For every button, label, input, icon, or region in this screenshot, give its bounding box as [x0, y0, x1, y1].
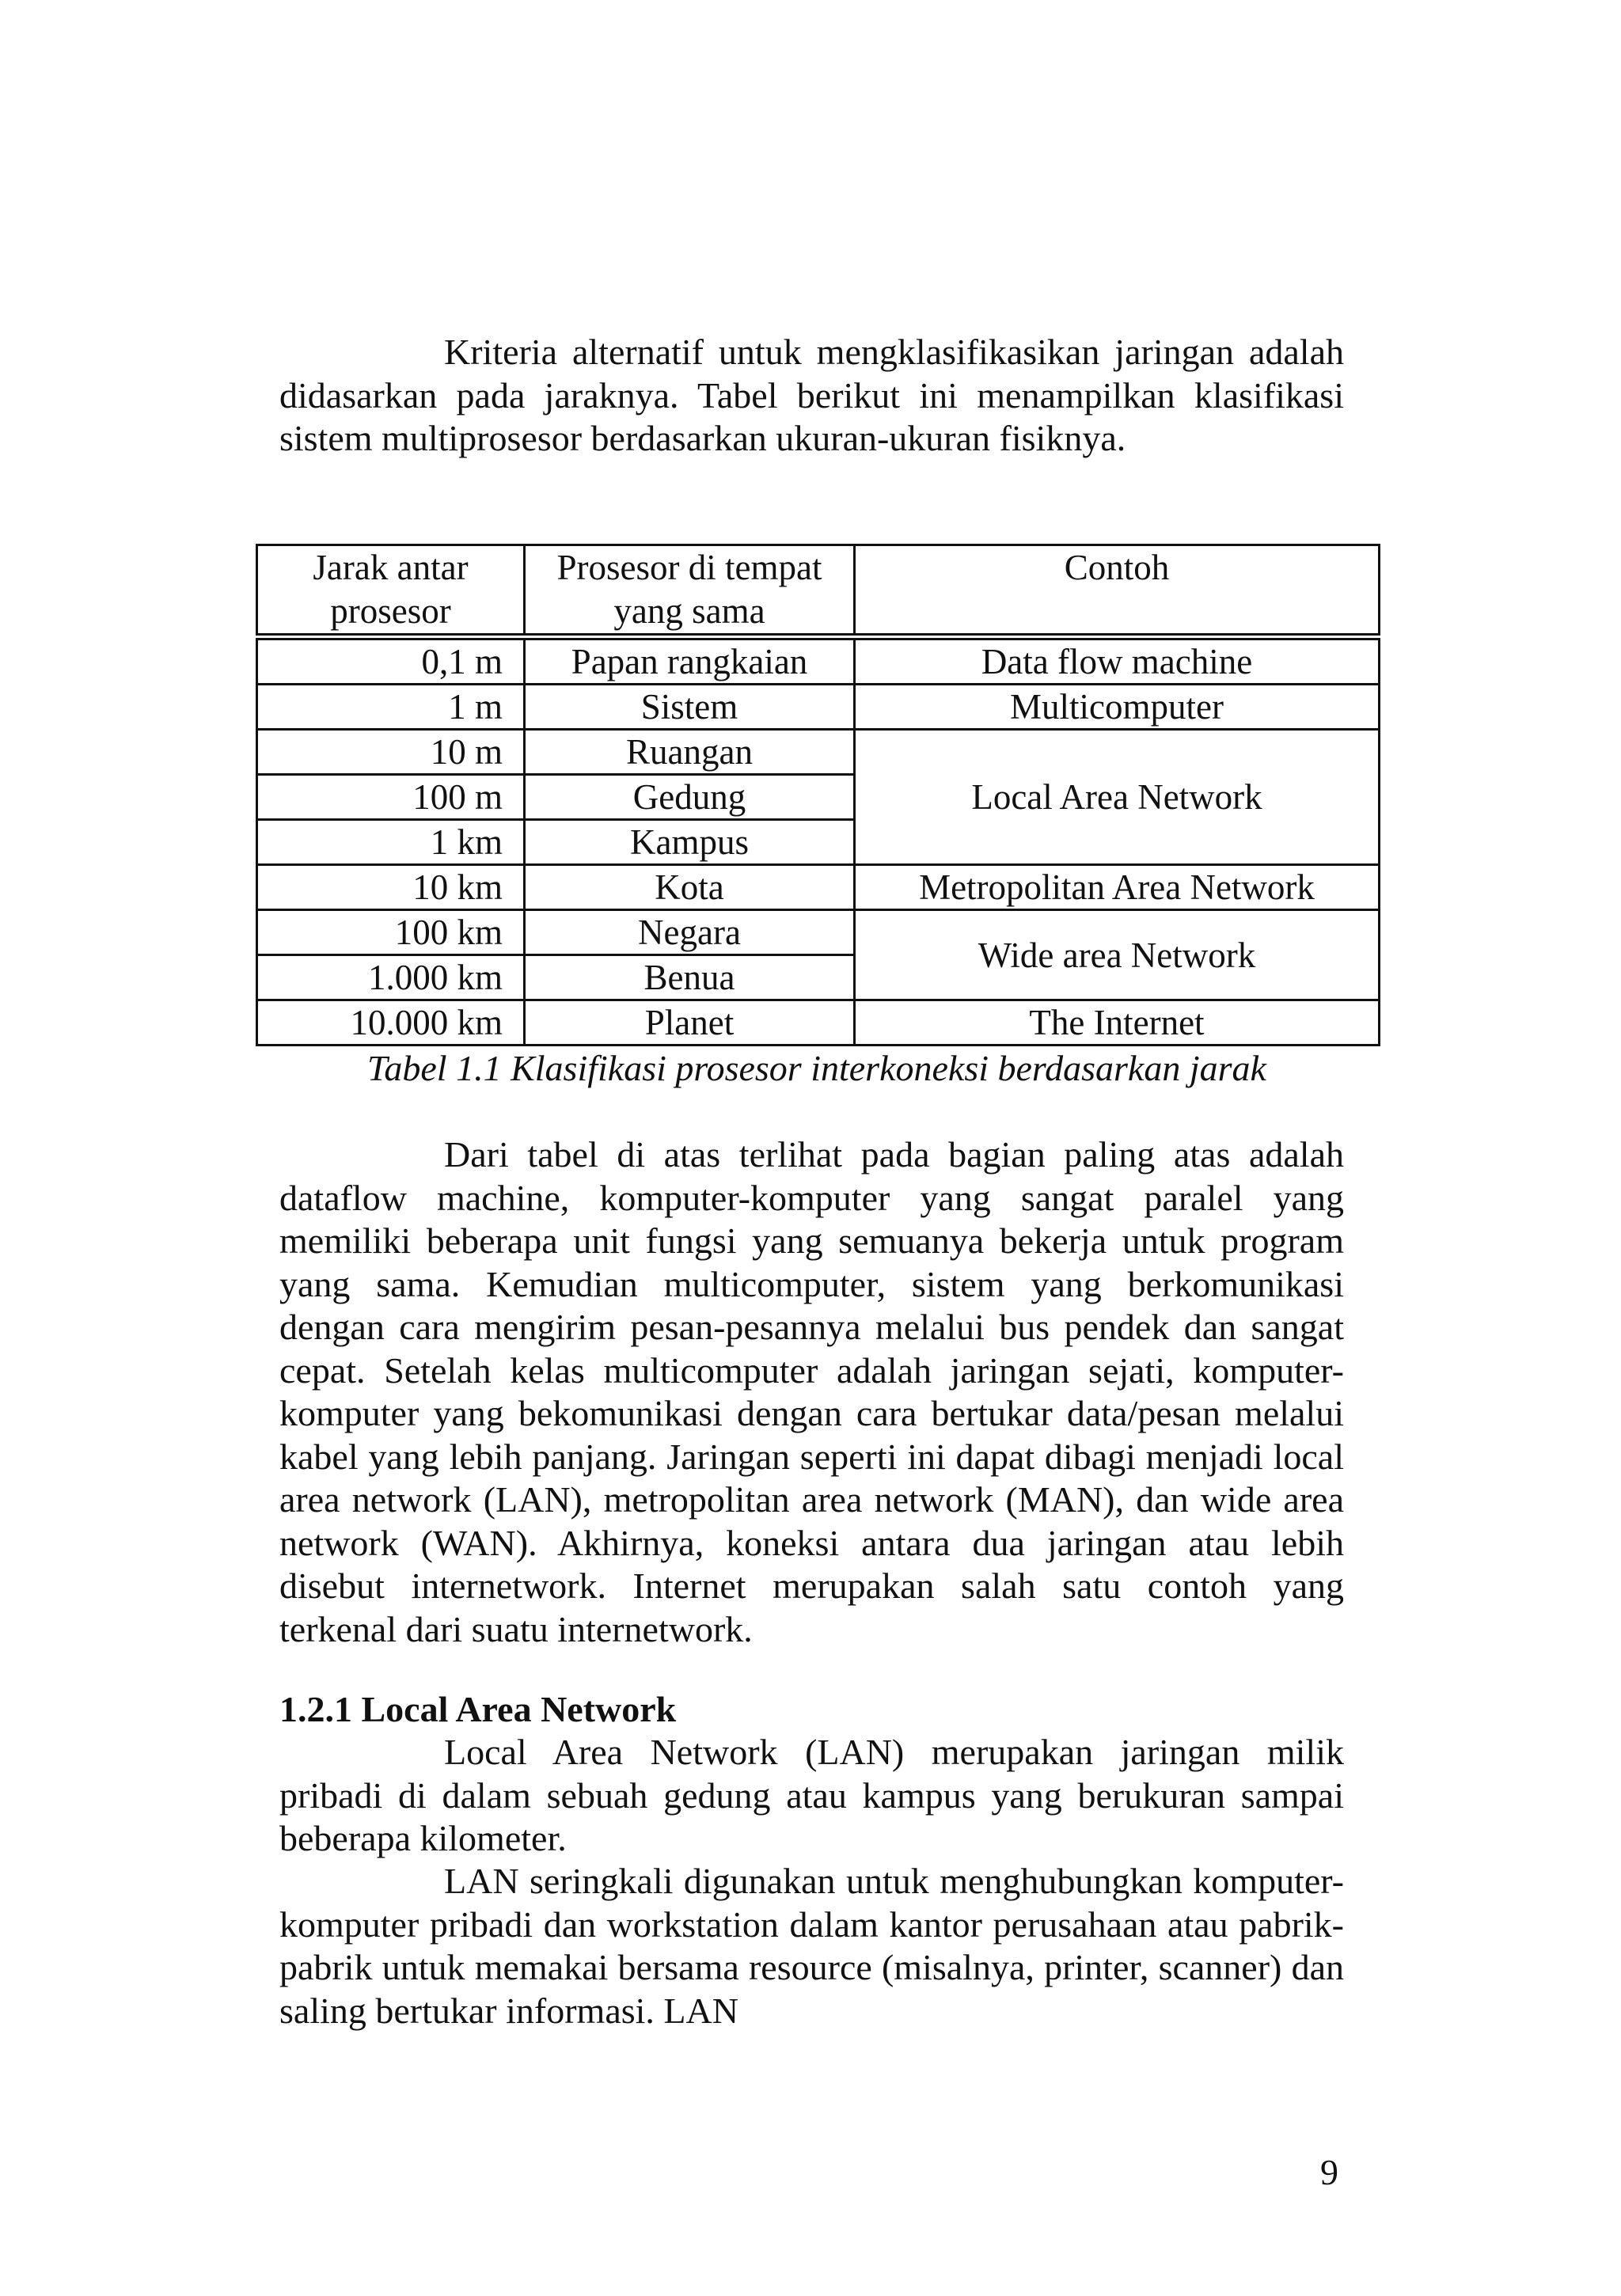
classification-table-container — [256, 544, 1378, 1046]
header-location: Prosesor di tempat yang sama — [525, 545, 855, 637]
body-paragraph: Dari tabel di atas terlihat pada bagian paling atas adalah dataflow machine, komputer-komputer yang sangat paralel yang memiliki beberapa unit fungsi yang semuanya bekerja untuk program yang sama. Kemudian multicomputer, sistem yang berkomunikasi dengan cara mengirim pesan-pesannya melalui bus pendek dan sangat cepat. Setelah kelas multicomputer adalah jaringan sejati, komputer-komputer yang bekomunikasi dengan cara bertukar data/pesan melalui kabel yang lebih panjang. Jaringan seperti ini dapat dibagi menjadi local area network (LAN), metropolitan area network (MAN), dan wide area network (WAN). Akhirnya, koneksi antara dua jaringan atau lebih disebut internetwork. Internet merupakan salah satu contoh yang terkenal dari suatu internetwork. — [279, 1134, 1344, 1649]
cell-location: Gedung — [525, 775, 855, 820]
page-number: 9 — [1320, 2152, 1338, 2192]
cell-distance: 1 m — [257, 685, 525, 730]
cell-distance: 1.000 km — [257, 955, 525, 1000]
cell-distance: 10 km — [257, 865, 525, 910]
cell-example: Metropolitan Area Network — [855, 865, 1380, 910]
table-header-row — [257, 545, 1380, 637]
classification-table — [256, 544, 1380, 1046]
cell-example: Multicomputer — [855, 685, 1380, 730]
cell-distance: 100 km — [257, 910, 525, 955]
cell-location: Kota — [525, 865, 855, 910]
table-row — [257, 685, 1380, 730]
body-paragraph: Local Area Network (LAN) merupakan jaringan milik pribadi di dalam sebuah gedung atau kampus yang berukuran sampai beberapa kilometer. — [279, 1732, 1344, 1858]
section-heading: 1.2.1 Local Area Network — [279, 1689, 677, 1729]
header-distance: Jarak antar prosesor — [257, 545, 525, 637]
table-row — [257, 1000, 1380, 1046]
cell-distance: 0,1 m — [257, 637, 525, 685]
cell-location: Planet — [525, 1000, 855, 1046]
cell-example: Wide area Network — [855, 910, 1380, 1000]
table-caption: Tabel 1.1 Klasifikasi prosesor interkoneksi berdasarkan jarak — [367, 1048, 1266, 1088]
cell-example: Local Area Network — [855, 730, 1380, 865]
cell-location: Kampus — [525, 820, 855, 865]
cell-distance: 10 m — [257, 730, 525, 775]
table-row — [257, 730, 1380, 775]
cell-location: Papan rangkaian — [525, 637, 855, 685]
cell-example: Data flow machine — [855, 637, 1380, 685]
intro-paragraph: Kriteria alternatif untuk mengklasifikasikan jaringan adalah didasarkan pada jaraknya. Tabel berikut ini menampilkan klasifikasi sistem multiprosesor berdasarkan ukuran-ukuran fisiknya. — [279, 332, 1344, 458]
body-paragraph: LAN seringkali digunakan untuk menghubungkan komputer-komputer pribadi dan workstation dalam kantor perusahaan atau pabrik-pabrik untuk memakai bersama resource (misalnya, printer, scanner) dan saling bertukar informasi. LAN — [279, 1861, 1344, 2031]
cell-example: The Internet — [855, 1000, 1380, 1046]
cell-distance: 10.000 km — [257, 1000, 525, 1046]
table-row — [257, 865, 1380, 910]
header-example: Contoh — [855, 545, 1380, 637]
cell-location: Sistem — [525, 685, 855, 730]
cell-location: Ruangan — [525, 730, 855, 775]
table-row — [257, 910, 1380, 955]
cell-distance: 1 km — [257, 820, 525, 865]
table-row — [257, 637, 1380, 685]
cell-location: Negara — [525, 910, 855, 955]
cell-location: Benua — [525, 955, 855, 1000]
cell-distance: 100 m — [257, 775, 525, 820]
